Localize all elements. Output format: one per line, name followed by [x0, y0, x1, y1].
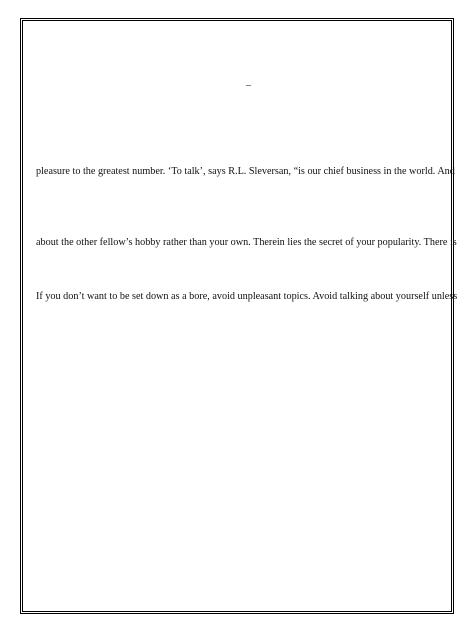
text-line-1: pleasure to the greatest number. ‘To talk’, says R.L. Sleversan, “is our chief business in the world. And [36, 166, 455, 177]
header-dash: – [246, 80, 251, 91]
text-line-3: If you don’t want to be set down as a bore, avoid unpleasant topics. Avoid talking about yourself unless [36, 291, 458, 302]
page-border [20, 18, 454, 614]
text-line-2: about the other fellow’s hobby rather than your own. Therein lies the secret of your popularity. There is [36, 237, 457, 248]
